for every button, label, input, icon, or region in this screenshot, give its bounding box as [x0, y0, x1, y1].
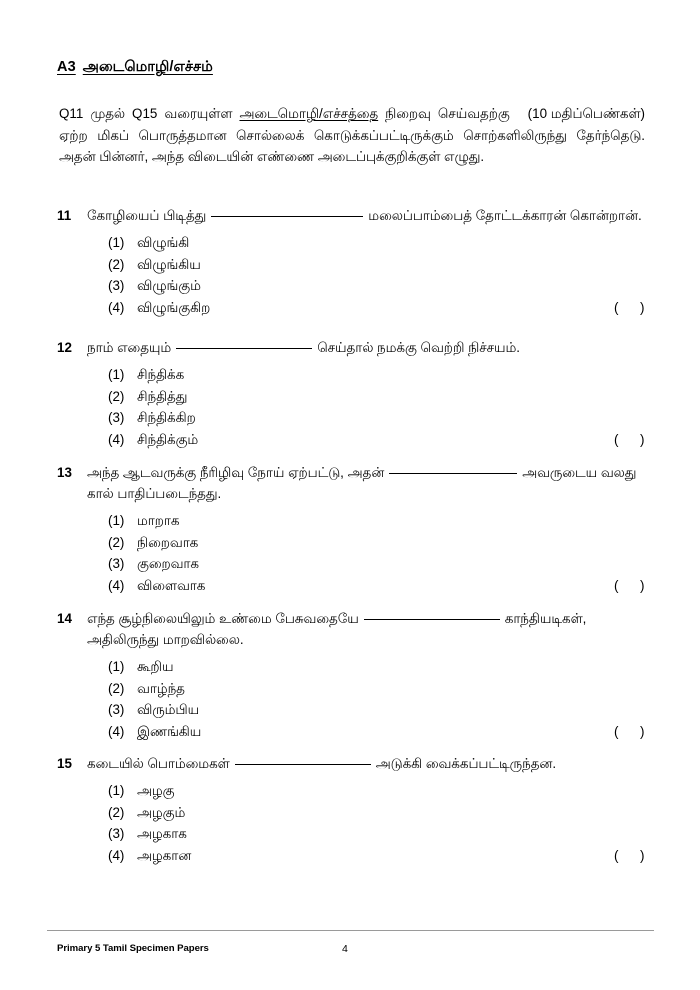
stem-line2: கால் பாதிப்படைந்தது. [87, 486, 222, 501]
option-item[interactable] [108, 386, 645, 408]
answer-blank[interactable] [364, 619, 500, 620]
page-number: 4 [342, 943, 348, 955]
option-label: விழுங்குகிற [137, 299, 211, 315]
marks-allocation: (10 மதிப்பெண்கள்) [527, 106, 645, 121]
option-item[interactable] [108, 232, 645, 254]
option-item[interactable] [108, 699, 645, 721]
option-key: (4) [108, 431, 125, 447]
option-item[interactable] [108, 532, 645, 554]
question-stem [57, 608, 645, 650]
question-number: 11 [57, 208, 72, 223]
answer-blank[interactable] [176, 348, 312, 349]
option-label: விரும்பிய [137, 702, 200, 717]
option-key: (2) [108, 534, 125, 550]
options-list [57, 510, 645, 596]
answer-bracket[interactable]: ( ) [613, 299, 645, 315]
option-item[interactable] [108, 823, 645, 845]
question-text [87, 205, 645, 226]
stem-after-blank: அவருடைய வலது [522, 465, 637, 480]
option-label: அழகும் [137, 804, 186, 820]
option-key: (1) [108, 513, 125, 528]
option-item[interactable] [108, 780, 645, 802]
answer-bracket[interactable]: ( ) [613, 431, 645, 447]
options-list [57, 232, 645, 318]
options-list [57, 656, 645, 742]
option-key: (4) [108, 577, 125, 593]
option-label: அழகு [137, 783, 175, 798]
option-key: (3) [108, 826, 125, 841]
option-key: (2) [108, 388, 125, 404]
option-label: சிந்திக்கிற [137, 410, 196, 425]
question-number: 15 [57, 756, 72, 771]
stem-before-blank: கடையில் பொம்மைகள் [87, 756, 230, 771]
stem-before-blank: அந்த ஆடவருக்கு நீரிழிவு நோய் ஏற்பட்டு, அதன் [87, 465, 385, 480]
stem-line2: அதிலிருந்து மாறவில்லை. [87, 632, 244, 647]
option-label: கூறிய [137, 659, 174, 674]
option-label: விழுங்கும் [137, 278, 201, 293]
answer-bracket[interactable]: ( ) [613, 723, 645, 739]
answer-blank[interactable] [389, 473, 517, 474]
instructions-part2: நிறைவு செய்வதற்கு ஏற்ற மிகப் பொருத்தமான சொல்லைக் கொடுக்கப்பட்டிருக்கும் சொற்களிலிருந்து தேர்ந்தெடு. அதன் பின்னர், அந்த விடையின் எண்ணை அடைப்புக்குறிக்குள் எழுது. [59, 106, 645, 164]
question-stem [57, 753, 645, 774]
option-key: (4) [108, 847, 125, 863]
option-item[interactable] [108, 429, 645, 451]
option-item[interactable] [108, 553, 645, 575]
option-label: சிந்திக்கும் [137, 431, 199, 447]
stem-before-blank: கோழியைப் பிடித்து [87, 208, 207, 223]
question-number: 12 [57, 340, 72, 355]
option-label: மாறாக [137, 513, 180, 528]
option-item[interactable] [108, 510, 645, 532]
footer-title: Primary 5 Tamil Specimen Papers [57, 943, 209, 954]
stem-after-blank: காந்தியடிகள், [504, 611, 587, 626]
section-title: அடைமொழி/எச்சம் [82, 59, 213, 75]
question-stem [57, 337, 645, 358]
question-15 [57, 753, 645, 882]
option-item[interactable] [108, 297, 645, 319]
question-stem [57, 462, 645, 504]
option-key: (3) [108, 278, 125, 293]
option-key: (2) [108, 256, 125, 272]
answer-bracket[interactable]: ( ) [613, 577, 645, 593]
section-code: A3 [57, 59, 76, 75]
option-item[interactable] [108, 407, 645, 429]
stem-before-blank: நாம் எதையும் [87, 340, 172, 355]
option-label: சிந்தித்து [137, 388, 188, 404]
question-14 [57, 608, 645, 758]
option-key: (3) [108, 702, 125, 717]
answer-bracket[interactable]: ( ) [613, 847, 645, 863]
question-number: 13 [57, 465, 72, 480]
option-key: (3) [108, 410, 125, 425]
question-text [87, 462, 645, 504]
instructions-part1: Q11 முதல் Q15 வரையுள்ள [59, 106, 240, 121]
option-item[interactable] [108, 364, 645, 386]
option-label: விழுங்கி [137, 235, 190, 250]
question-13 [57, 462, 645, 612]
option-label: இணங்கிய [137, 723, 202, 739]
option-key: (2) [108, 804, 125, 820]
option-label: அழகாக [137, 826, 187, 841]
stem-before-blank: எந்த சூழ்நிலையிலும் உண்மை பேசுவதையே [87, 611, 359, 626]
answer-blank[interactable] [211, 216, 363, 217]
question-number: 14 [57, 611, 72, 626]
footer-divider [47, 930, 654, 931]
option-label: நிறைவாக [137, 534, 199, 550]
option-key: (2) [108, 680, 125, 696]
option-item[interactable] [108, 656, 645, 678]
option-key: (4) [108, 723, 125, 739]
page-title [57, 58, 213, 76]
option-label: வாழ்ந்த [137, 680, 185, 696]
question-text [87, 337, 645, 358]
question-11 [57, 205, 645, 334]
stem-after-blank: அடுக்கி வைக்கப்பட்டிருந்தன. [375, 756, 557, 771]
instructions-paragraph [59, 103, 645, 168]
question-text [87, 608, 645, 650]
question-12 [57, 337, 645, 466]
stem-after-blank: செய்தால் நமக்கு வெற்றி நிச்சயம். [317, 340, 521, 355]
options-list [57, 364, 645, 450]
option-key: (1) [108, 783, 125, 798]
option-item[interactable] [108, 678, 645, 700]
option-key: (3) [108, 556, 125, 571]
option-item[interactable] [108, 845, 645, 867]
stem-after-blank: மலைப்பாம்பைத் தோட்டக்காரன் கொன்றான். [368, 208, 642, 223]
option-key: (1) [108, 235, 125, 250]
option-key: (1) [108, 659, 125, 674]
question-text [87, 753, 645, 774]
question-stem [57, 205, 645, 226]
options-list [57, 780, 645, 866]
option-label: சிந்திக்க [137, 367, 185, 382]
option-label: விளைவாக [137, 577, 206, 593]
option-item[interactable] [108, 721, 645, 743]
option-label: விழுங்கிய [137, 256, 201, 272]
option-item[interactable] [108, 575, 645, 597]
option-label: அழகான [137, 847, 192, 863]
option-item[interactable] [108, 802, 645, 824]
option-key: (1) [108, 367, 125, 382]
instructions-underlined-term: அடைமொழி/எச்சத்தை [239, 106, 379, 121]
option-item[interactable] [108, 254, 645, 276]
answer-blank[interactable] [235, 764, 371, 765]
option-item[interactable] [108, 275, 645, 297]
option-key: (4) [108, 299, 125, 315]
option-label: குறைவாக [137, 556, 199, 571]
